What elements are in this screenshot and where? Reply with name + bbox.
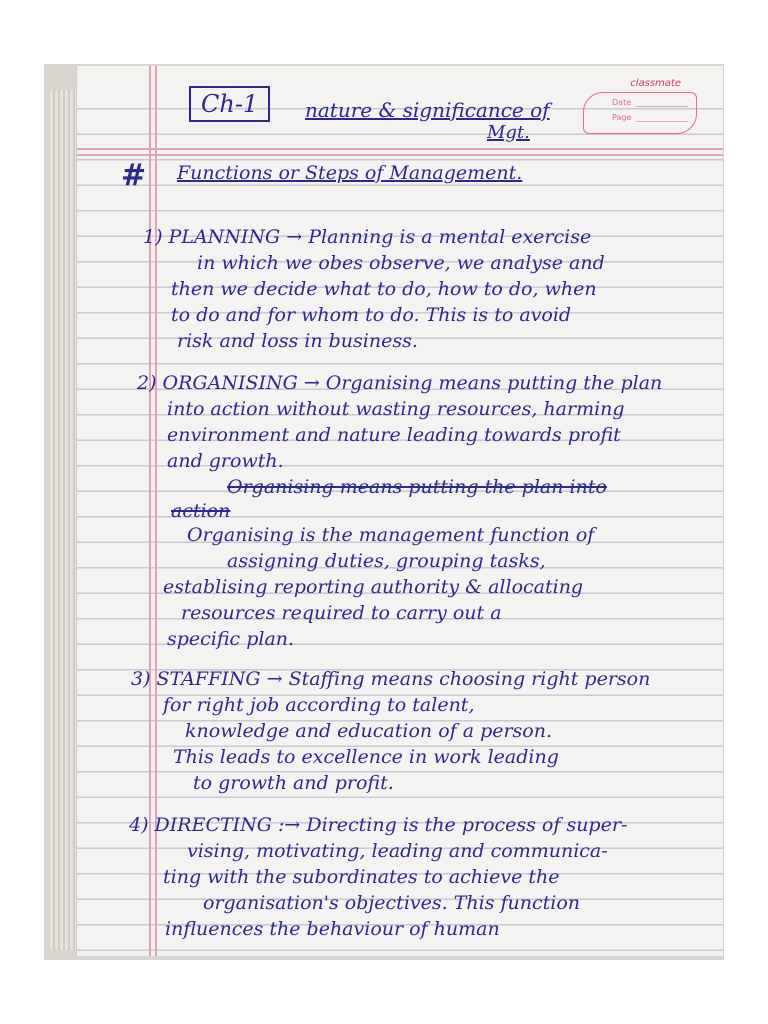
- note-line: This leads to excellence in work leading: [173, 746, 559, 768]
- note-line: action: [171, 500, 231, 522]
- note-line: establising reporting authority & allocating: [163, 576, 584, 598]
- note-line: knowledge and education of a person.: [185, 720, 553, 742]
- note-line: risk and loss in business.: [177, 330, 418, 352]
- note-line: assigning duties, grouping tasks,: [227, 550, 546, 572]
- note-line: Organising is the management function of: [187, 524, 595, 546]
- note-line: specific plan.: [167, 628, 295, 650]
- note-line: then we decide what to do, how to do, when: [171, 278, 597, 300]
- note-line: 4) DIRECTING :→ Directing is the process of super-: [129, 814, 628, 836]
- header-rule-2: [77, 154, 723, 156]
- note-line: 2) ORGANISING → Organising means putting the plan: [137, 372, 663, 394]
- brand-logo-text: classmate: [630, 78, 681, 89]
- note-line: for right job according to talent,: [163, 694, 475, 716]
- note-line: 1) PLANNING → Planning is a mental exercise: [143, 226, 592, 248]
- note-line: Organising means putting the plan into: [227, 476, 607, 498]
- notebook-brand-box: [579, 78, 697, 130]
- chapter-box: Ch-1: [189, 86, 270, 122]
- header-rule: [77, 148, 723, 150]
- note-line: and growth.: [167, 450, 284, 472]
- chapter-title-line1: nature & significance of: [305, 98, 550, 122]
- note-line: organisation's objectives. This function: [203, 892, 581, 914]
- note-line: 3) STAFFING → Staffing means choosing right person: [131, 668, 651, 690]
- note-line: to growth and profit.: [193, 772, 394, 794]
- date-label: Date: [612, 98, 632, 107]
- note-line: environment and nature leading towards profit: [167, 424, 621, 446]
- notebook-page: [76, 66, 723, 956]
- note-line: into action without wasting resources, harming: [167, 398, 625, 420]
- page-rule: [636, 121, 688, 122]
- chapter-title-line2: Mgt.: [487, 122, 530, 143]
- note-line: influences the behaviour of human: [165, 918, 500, 940]
- note-line: to do and for whom to do. This is to avoid: [171, 304, 572, 326]
- note-line: vising, motivating, leading and communica-: [187, 840, 608, 862]
- note-line: resources required to carry out a: [181, 602, 502, 624]
- note-line: in which we obes observe, we analyse and: [197, 252, 605, 274]
- page-label: Page: [612, 113, 632, 122]
- hash-mark-icon: #: [121, 158, 147, 193]
- date-page-frame: [583, 92, 697, 134]
- note-line: ting with the subordinates to achieve the: [163, 866, 560, 888]
- date-rule: [636, 106, 688, 107]
- section-heading: Functions or Steps of Management.: [177, 162, 523, 184]
